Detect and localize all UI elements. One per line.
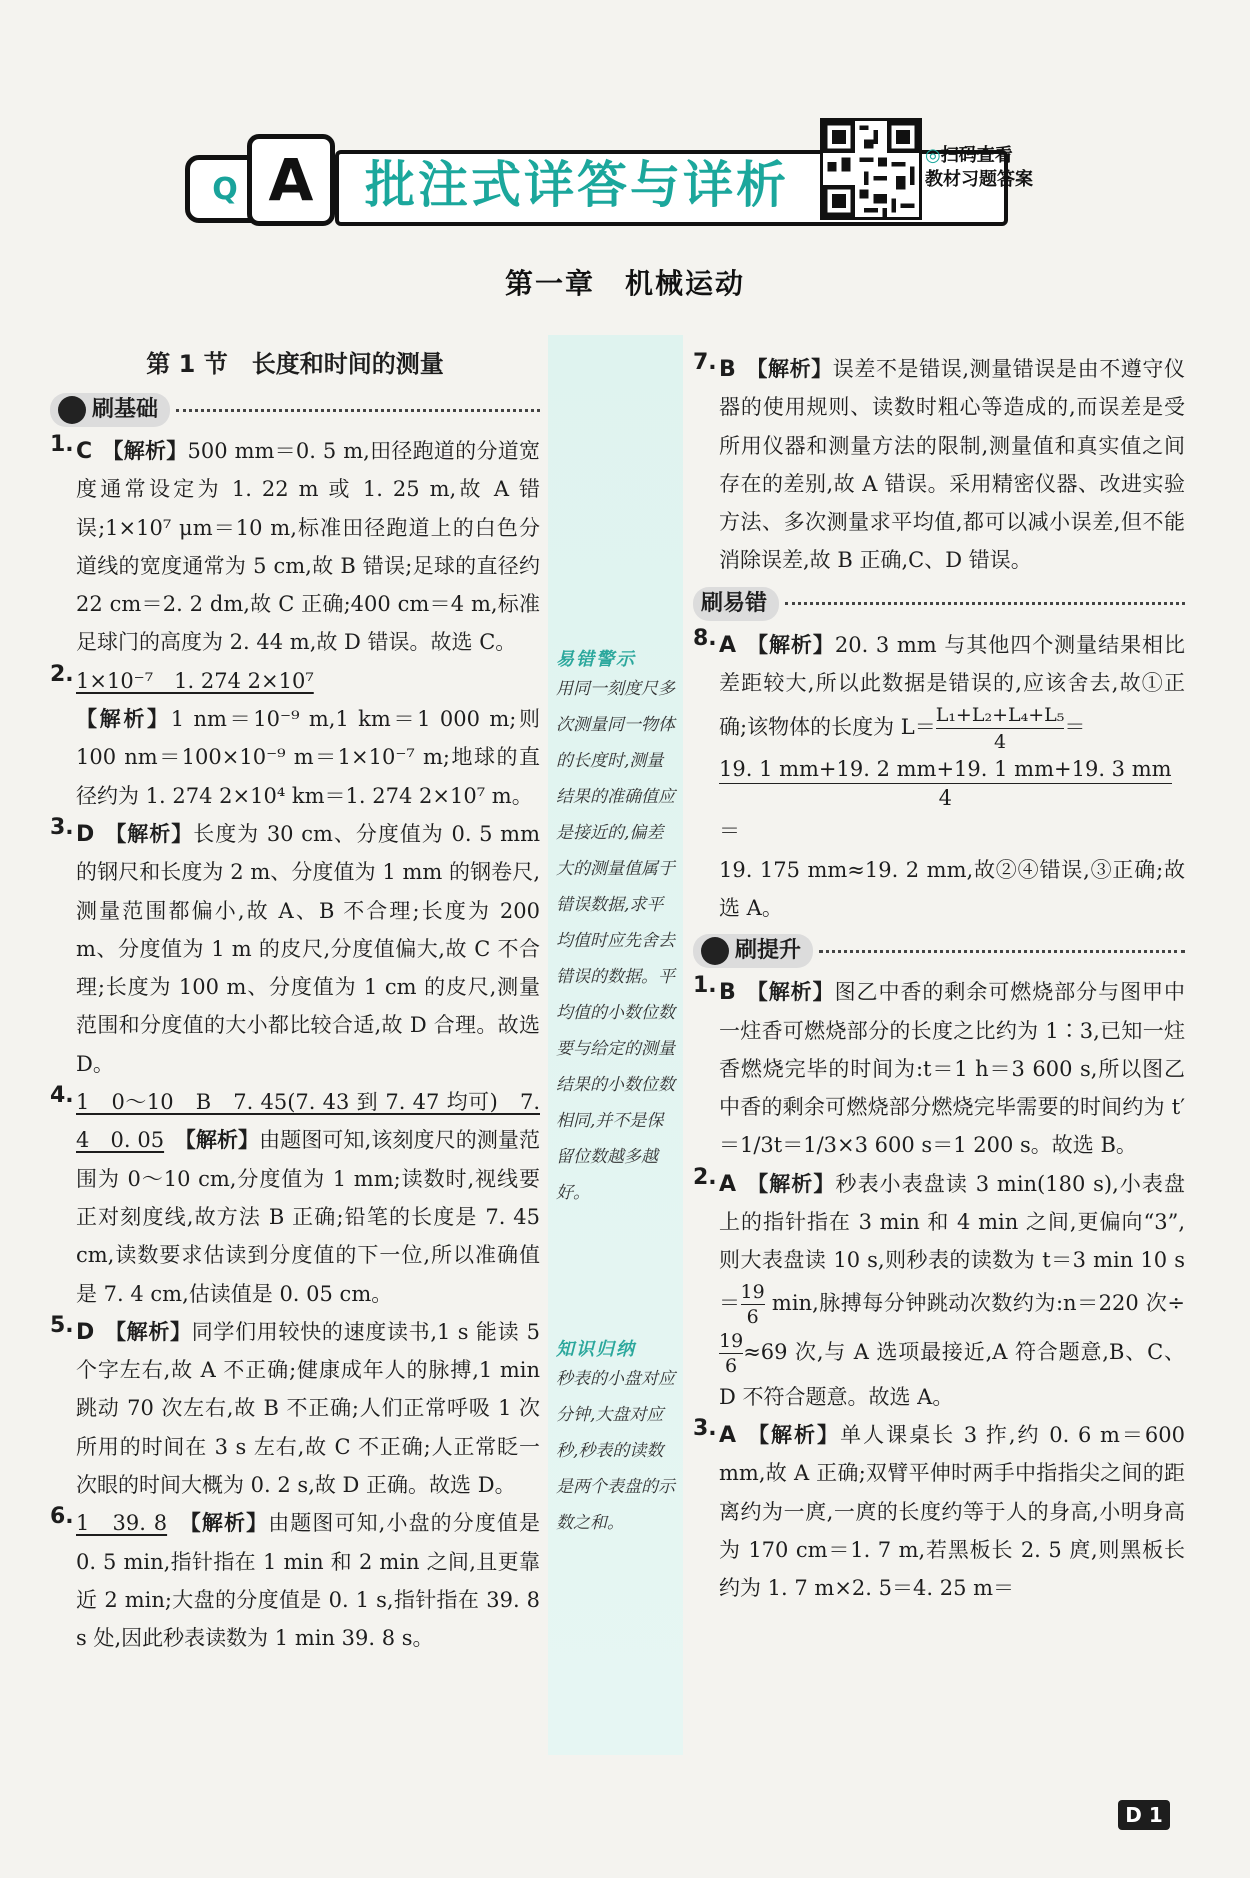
p1-frac: 1/3 [740, 1133, 774, 1158]
note1-head: 易错警示 [556, 649, 636, 670]
dotted-rule [819, 950, 1185, 953]
p3-answer: A [719, 1422, 737, 1448]
q6-jx: 【解析】 [190, 1511, 269, 1536]
q3-text: 长度为 30 cm、分度值为 0. 5 mm 的钢尺和长度为 2 m、分度值为 1 mm 的钢卷尺,测量范围都偏小,故 A、B 不合理;长度为 200 m、分度值为 1 m 的皮尺,分度值偏大,故 C 不合理;长度为 100 m、分度值为 1 cm 的皮尺,测量范围和分度值的大小都比较合适,故 D 合理。故选 D。 [76, 821, 541, 1076]
p2-text1: 秒表小表盘读 3 min(180 s),小表盘上的指针指在 3 min 和 4 min 之间,更偏向“3”,则大表盘读 10 s,则秒表的读数为 t＝3 min 10 s＝ [719, 1171, 1186, 1315]
p3-num: 3. [693, 1415, 717, 1441]
q6-num: 6. [50, 1504, 74, 1530]
note-knowledge [556, 1335, 676, 1541]
q8-answer: A [719, 632, 737, 658]
question-4 [50, 1083, 540, 1313]
q5-jx: 【解析】 [104, 1319, 192, 1344]
mistake-subhead [693, 584, 1185, 624]
p1-text2: t＝ [773, 1133, 804, 1158]
question-2 [50, 662, 540, 815]
basic-subhead [50, 390, 540, 430]
q8-fraction-2 [719, 755, 1172, 812]
p2-frac-num: 19 [740, 1280, 765, 1303]
q3-answer: D [76, 821, 95, 847]
note2-head: 知识归纳 [556, 1339, 636, 1360]
q1-num: 1. [50, 432, 74, 457]
left-column [50, 350, 540, 1658]
q4-text: 由题图可知,该刻度尺的测量范围为 0～10 cm,分度值为 1 mm;读数时,视线要正对刻度线,故方法 B 正确;铅笔的长度是 7. 45 cm,读数要求估读到分度值的下一位,所以准确值是 7. 4 cm,估读值是 0. 05 cm。 [76, 1128, 541, 1306]
q8-frac2-den: 4 [938, 786, 952, 811]
note-mistake-warning [556, 645, 676, 1211]
page-number: D 1 [1118, 1800, 1170, 1830]
p2-frac-den: 6 [746, 1305, 759, 1328]
q2-jx: 【解析】 [76, 707, 171, 732]
p2-answer: A [719, 1171, 737, 1197]
a-badge: A [247, 134, 335, 226]
side-notes [548, 335, 683, 1755]
p1-text1: 图乙中香的剩余可燃烧部分与图甲中一炷香可燃烧部分的长度之比约为 1∶3,已知一炷香燃烧完毕的时间为:t＝1 h＝3 600 s,所以图乙中香的剩余可燃烧部分燃烧完毕需要的时间约为 t′＝ [719, 980, 1186, 1158]
q3-num: 3. [50, 814, 74, 840]
q7-jx: 【解析】 [745, 357, 833, 381]
advance-subhead [693, 931, 1185, 971]
q8-frac1-den: 4 [994, 731, 1007, 754]
q8-frac2-num: 19. 1 mm+19. 2 mm+19. 1 mm+19. 3 mm [719, 755, 1172, 784]
p1-num: 1. [693, 973, 717, 999]
dotted-rule [785, 602, 1185, 605]
p2-frac-num-2: 19 [719, 1329, 744, 1352]
q8-jx: 【解析】 [746, 632, 835, 657]
p2-text2: min,脉搏每分钟跳动次数约为:n＝220 次÷ [764, 1290, 1186, 1315]
q3-jx: 【解析】 [104, 821, 194, 846]
q1-text: 500 mm＝0. 5 m,田径跑道的分道宽度通常设定为 1. 22 m 或 1. 25 m,故 A 错误;1×10⁷ μm＝10 m,标准田径跑道上的白色分道线的宽度通常为 5 cm,故 B 错误;足球的直径约 22 cm＝2. 2 dm,故 C 正确;400 cm＝4 m,标准足球门的高度为 2. 44 m,故 D 错误。故选 C。 [76, 439, 541, 655]
question-7 [693, 350, 1185, 580]
q4-fill: 1 0～10 B 7. 45(7. 43 到 7. 47 均可) 7. 4 0. 05 [76, 1090, 540, 1153]
p2-text3: ≈69 次,与 A 选项最接近,A 符合题意,B、C、D 不符合题意。故选 A。 [719, 1339, 1185, 1409]
brush-icon [701, 937, 729, 965]
note2-text: 秒表的小盘对应分钟,大盘对应秒,秒表的读数是两个表盘的示数之和。 [556, 1369, 675, 1533]
qr-caption-line2: 教材习题答案 [925, 169, 1033, 190]
q2-fill: 1×10⁻⁷ 1. 274 2×10⁷ [76, 668, 314, 693]
p1-jx: 【解析】 [745, 980, 835, 1005]
question-5 [50, 1313, 540, 1504]
question-6 [50, 1504, 540, 1657]
p1-answer: B [719, 980, 736, 1006]
mistake-label: 刷易错 [701, 590, 768, 616]
q2-text: 1 nm＝10⁻⁹ m,1 km＝1 000 m;则 100 nm＝100×10⁻⁹ m＝1×10⁻⁷ m;地球的直径约为 1. 274 2×10⁴ km＝1. 274 2×10⁷ m。 [76, 707, 541, 808]
chapter-title: 第一章 机械运动 [504, 267, 745, 300]
question-1 [50, 432, 540, 662]
header-banner [185, 120, 1055, 230]
brush-icon [58, 396, 86, 424]
qr-caption-line1: 扫码查看 [940, 145, 1013, 166]
right-column [693, 350, 1185, 1607]
advance-label: 刷提升 [735, 938, 802, 964]
p3-text: 单人课桌长 3 拃,约 0. 6 m＝600 mm,故 A 正确;双臂平伸时两手中指指尖之间的距离约为一庹,一庹的长度约等于人的身高,小明身高为 170 cm＝1. 7 m,若黑板长 2. 5 庹,则黑板长约为 1. 7 m×2. 5＝4. 25 m＝ [719, 1422, 1185, 1601]
question-p1 [693, 973, 1185, 1164]
q6-text: 由题图可知,小盘的分度值是 0. 5 min,指针指在 1 min 和 2 min 之间,且更靠近 2 min;大盘的分度值是 0. 1 s,指针指在 39. 8 s 处,因此秒表读数为 1 min 39. 8 s。 [76, 1511, 541, 1651]
q7-answer: B [719, 357, 736, 382]
p2-num: 2. [693, 1164, 717, 1190]
note1-text: 用同一刻度尺多次测量同一物体的长度时,测量结果的准确值应是接近的,偏差大的测量值属于错误数据,求平均值时应先舍去错误的数据。平均值的小数位数要与给定的测量结果的小数位数相同,并不是保留位数越多越好。 [556, 679, 675, 1203]
q4-jx: 【解析】 [185, 1128, 260, 1153]
q-badge: Q [185, 155, 265, 223]
q8-frac1-num: L₁+L₂+L₄+L₅ [936, 702, 1065, 729]
q8-fraction-1 [936, 702, 1065, 755]
q5-answer: D [76, 1319, 95, 1345]
p1-frac-repeat: 1/3 [803, 1133, 838, 1158]
p1-text3: ×3 600 s＝1 200 s。故选 B。 [837, 1133, 1137, 1158]
q7-text: 误差不是错误,测量错误是由不遵守仪器的使用规则、读数时粗心等造成的,而误差是受所用仪器和测量方法的限制,测量值和真实值之间存在的差别,故 A 错误。采用精密仪器、改进实验方法、多次测量求平均值,都可以减小误差,但不能消除误差,故 B 正确,C、D 错误。 [719, 357, 1185, 573]
q2-num: 2. [50, 661, 74, 687]
q8-text2: 19. 175 mm≈19. 2 mm,故②④错误,③正确;故选 A。 [719, 857, 1185, 920]
dotted-rule [176, 409, 540, 412]
qr-caption: ◎扫码查看 教材习题答案 [925, 144, 1055, 192]
q7-num: 7. [693, 350, 717, 375]
question-8: 8. A 【解析】20. 3 mm 与其他四个测量结果相比差距较大,所以此数据是错误的,应该舍去,故①正确;该物体的长度为 L＝ $\frac{\text{L₁+L₂+L₄+L₅}}{4}$ ＝ $\frac{19. 1 mm+19. 2 mm+19. 1 mm+19. 3 mm}{4}$ ＝ 19. 175 mm≈19. 2 mm,故②④错误,③正确;故选 A。 [693, 625, 1186, 920]
q1-jx: 【解析】 [102, 439, 188, 463]
question-3 [50, 815, 540, 1083]
p2-fraction [741, 1280, 765, 1329]
p2-fraction-repeat [719, 1329, 743, 1378]
q8-num: 8. [693, 625, 717, 651]
q4-num: 4. [50, 1083, 74, 1109]
section-title: 第 1 节 长度和时间的测量 [146, 350, 444, 378]
basic-label: 刷基础 [92, 397, 159, 422]
q1-answer: C [76, 439, 93, 464]
q6-fill: 1 39. 8 [76, 1511, 168, 1536]
q5-num: 5. [50, 1312, 74, 1338]
qr-code-icon[interactable] [820, 118, 922, 220]
p3-jx: 【解析】 [746, 1422, 841, 1447]
p2-jx: 【解析】 [746, 1171, 836, 1196]
banner-title: 批注式详答与详析 [365, 156, 789, 214]
question-p3 [693, 1416, 1185, 1607]
p2-frac-den-2: 6 [725, 1354, 738, 1377]
q8-text1: 20. 3 mm 与其他四个测量结果相比差距较大,所以此数据是错误的,应该舍去,故①正确;该物体的长度为 L＝ [719, 632, 1186, 740]
q5-text: 同学们用较快的速度读书,1 s 能读 5 个字左右,故 A 不正确;健康成年人的脉搏,1 min 跳动 70 次左右,故 B 不正确;人们正常呼吸 1 次所用的时间在 3 s 左右,故 C 不正确;人正常眨一次眼的时间大概为 0. 2 s,故 D 正确。故选 D。 [76, 1319, 541, 1498]
question-p2 [693, 1165, 1185, 1416]
